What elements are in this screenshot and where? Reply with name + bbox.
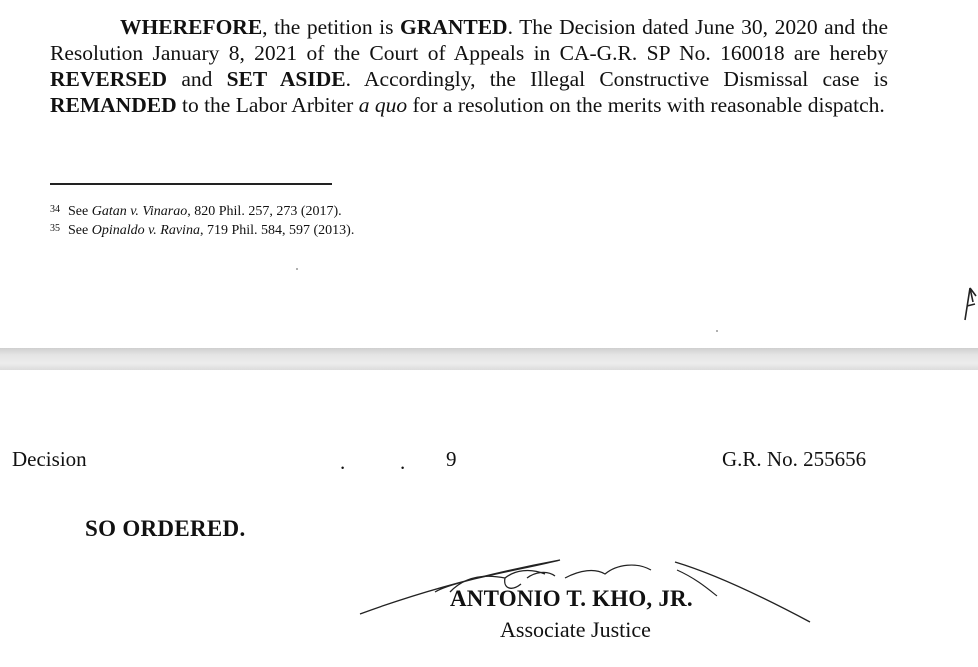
- footnote-case-name: Opinaldo v. Ravina: [91, 223, 200, 238]
- footnote-divider: [50, 183, 332, 185]
- running-header-left: Decision: [12, 447, 87, 471]
- scan-speck: [296, 268, 298, 270]
- a-quo-text: a quo: [358, 93, 408, 117]
- footnote-number: 34: [50, 204, 60, 215]
- footnote-34: [50, 203, 342, 221]
- text-run: . Accordingly, the Illegal Constructive Dismissal case is: [345, 67, 889, 91]
- footnote-signal: See: [68, 204, 92, 219]
- so-ordered: SO ORDERED.: [85, 516, 246, 541]
- scan-dot: .: [400, 450, 406, 474]
- footnote-35: [50, 222, 354, 240]
- running-header-right: G.R. No. 255656: [722, 447, 867, 471]
- dispositive-paragraph: [50, 14, 888, 118]
- scan-dot: .: [340, 450, 346, 474]
- signatory-name: ANTONIO T. KHO, JR.: [450, 586, 693, 611]
- wherefore-text: WHEREFORE: [120, 15, 263, 39]
- text-run: to the Labor Arbiter: [176, 93, 359, 117]
- initials-mark: [961, 282, 978, 322]
- text-run: , the petition is: [262, 15, 401, 39]
- footnote-citation: , 719 Phil. 584, 597 (2013).: [199, 223, 355, 238]
- signatory-title: Associate Justice: [500, 617, 651, 642]
- text-run: and: [167, 67, 227, 91]
- remanded-text: REMANDED: [50, 93, 177, 117]
- page-separator: [0, 348, 978, 370]
- granted-text: GRANTED: [400, 15, 508, 39]
- footnote-signal: See: [68, 223, 92, 238]
- text-run: for a resolution on the merits with reasonable dispatch.: [407, 93, 885, 117]
- set-aside-text: SET ASIDE: [226, 67, 346, 91]
- scan-speck: [716, 330, 718, 332]
- footnote-case-name: Gatan v. Vinarao: [91, 204, 188, 219]
- footnote-citation: , 820 Phil. 257, 273 (2017).: [187, 204, 342, 219]
- page-number: 9: [446, 447, 457, 471]
- footnote-number: 35: [50, 223, 60, 234]
- reversed-text: REVERSED: [50, 67, 168, 91]
- text-run: . The Decision dated June 30, 2020 and the Resolution January 8, 2021 of the Court of Appeals in CA-G.R. SP No. 160018 are hereby: [50, 15, 888, 65]
